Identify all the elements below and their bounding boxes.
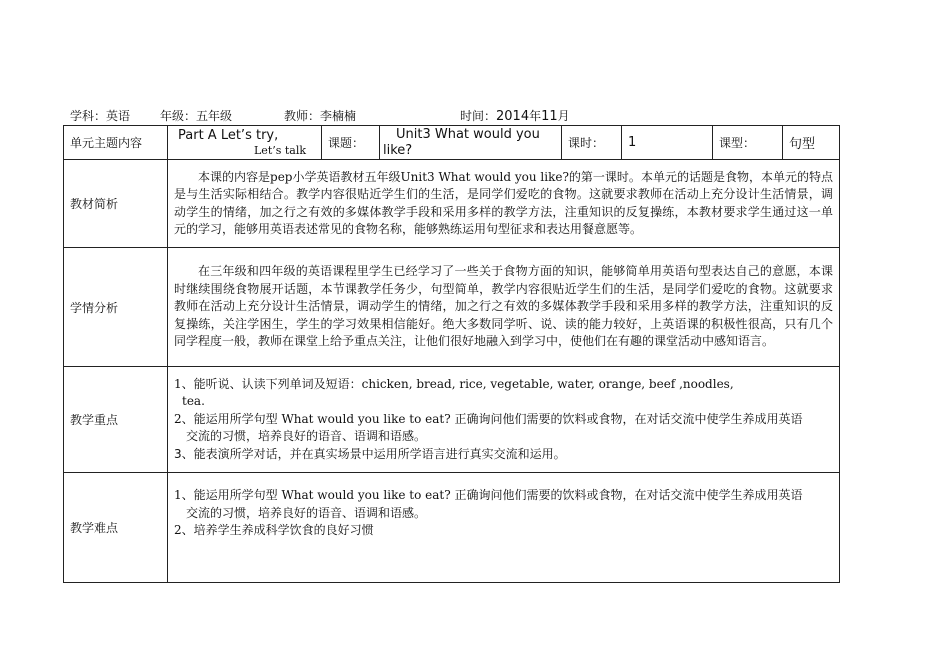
key-point-2-line2: 交流的习惯，培养良好的语音、语调和语感。 (186, 429, 427, 444)
key-points-label: 教学重点 (64, 367, 168, 473)
lesson-part-line2: Let’s talk (254, 143, 307, 157)
difficulty-1-line2: 交流的习惯，培养良好的语音、语调和语感。 (186, 505, 427, 520)
grade-field: 年级：五年级 (160, 109, 233, 123)
subject-field: 学科：英语 (70, 109, 131, 123)
key-point-3: 3、能表演所学对话，并在真实场景中运用所学语言进行真实交流和运用。 (174, 446, 566, 461)
difficulties-row (64, 473, 840, 583)
difficulties-text (168, 473, 840, 583)
difficulty-2: 2、培养学生养成科学饮食的良好习惯 (174, 523, 374, 537)
time-field (460, 107, 570, 124)
key-point-1-line2: tea. (182, 394, 205, 409)
topic-value (380, 126, 562, 160)
time-year-unit: 年 (529, 109, 542, 123)
type-value: 句型 (783, 126, 840, 160)
material-row (64, 160, 840, 248)
difficulty-1-line1: 1、能运用所学句型 What would you like to eat? 正确询问他们需要的饮料或食物，在对话交流中使学生养成用英语 (174, 488, 803, 502)
topic-line2: like? (383, 142, 413, 158)
key-point-1-line1: 1、能听说、认读下列单词及短语：chicken, bread, rice, vegetable, water, orange, beef ,noodles, (174, 376, 734, 391)
lesson-part-cell (168, 126, 322, 160)
topic-line1: Unit3 What would you (396, 126, 540, 142)
unit-label: 单元主题内容 (64, 126, 168, 160)
material-text: 本课的内容是pep小学英语教材五年级Unit3 What would you like?的第一课时。本单元的话题是食物，本单元的特点是与生活实际相结合。教学内容很贴近学生们的生活，是同学们爱吃的食物。这就要求教师在活动上充分设计生活情景，调动学生的情绪，加之行之有效的多媒体教学手段和采用多样的教学方法，注重知识的反复操练，本教材要求学生通过这一单元的学习，能够用英语表述常见的食物名称，能够熟练运用句型征求和表达用餐意愿等。 (168, 160, 840, 248)
topic-label: 课题： (322, 126, 380, 160)
key-point-2-line1: 2、能运用所学句型 What would you like to eat? 正确询问他们需要的饮料或食物，在对话交流中使学生养成用英语 (174, 411, 803, 426)
time-month: 11 (541, 109, 558, 124)
unit-row (64, 126, 840, 160)
material-label: 教材简析 (64, 160, 168, 248)
time-month-unit: 月 (557, 109, 570, 123)
lesson-plan-table (63, 125, 840, 583)
key-points-row (64, 367, 840, 473)
hours-value: 1 (622, 126, 713, 160)
key-points-text (168, 367, 840, 473)
type-label: 课型： (713, 126, 783, 160)
students-label: 学情分析 (64, 248, 168, 367)
lesson-part-line1: Part A Let’s try, (178, 127, 279, 143)
time-prefix: 时间： (460, 109, 497, 123)
students-text: 在三年级和四年级的英语课程里学生已经学习了一些关于食物方面的知识，能够简单用英语句型表达自己的意愿，本课时继续围绕食物展开话题，本节课教学任务少，句型简单，教学内容很贴近学生们的生活，是同学们爱吃的食物。这就要求教师在活动上充分设计生活情景，调动学生的情绪，加之行之有效的多媒体教学手段和采用多样的教学方法，注重知识的反复操练，关注学困生，学生的学习效果相信能好。绝大多数同学听、说、读的能力较好，上英语课的积极性很高，只有几个同学程度一般，教师在课堂上给予重点关注，让他们很好地融入到学习中，使他们在有趣的课堂活动中感知语言。 (168, 248, 840, 367)
time-year: 2014 (496, 109, 530, 124)
students-row (64, 248, 840, 367)
teacher-field: 教师：李楠楠 (284, 109, 357, 123)
difficulties-label: 教学难点 (64, 473, 168, 583)
hours-label: 课时： (562, 126, 622, 160)
